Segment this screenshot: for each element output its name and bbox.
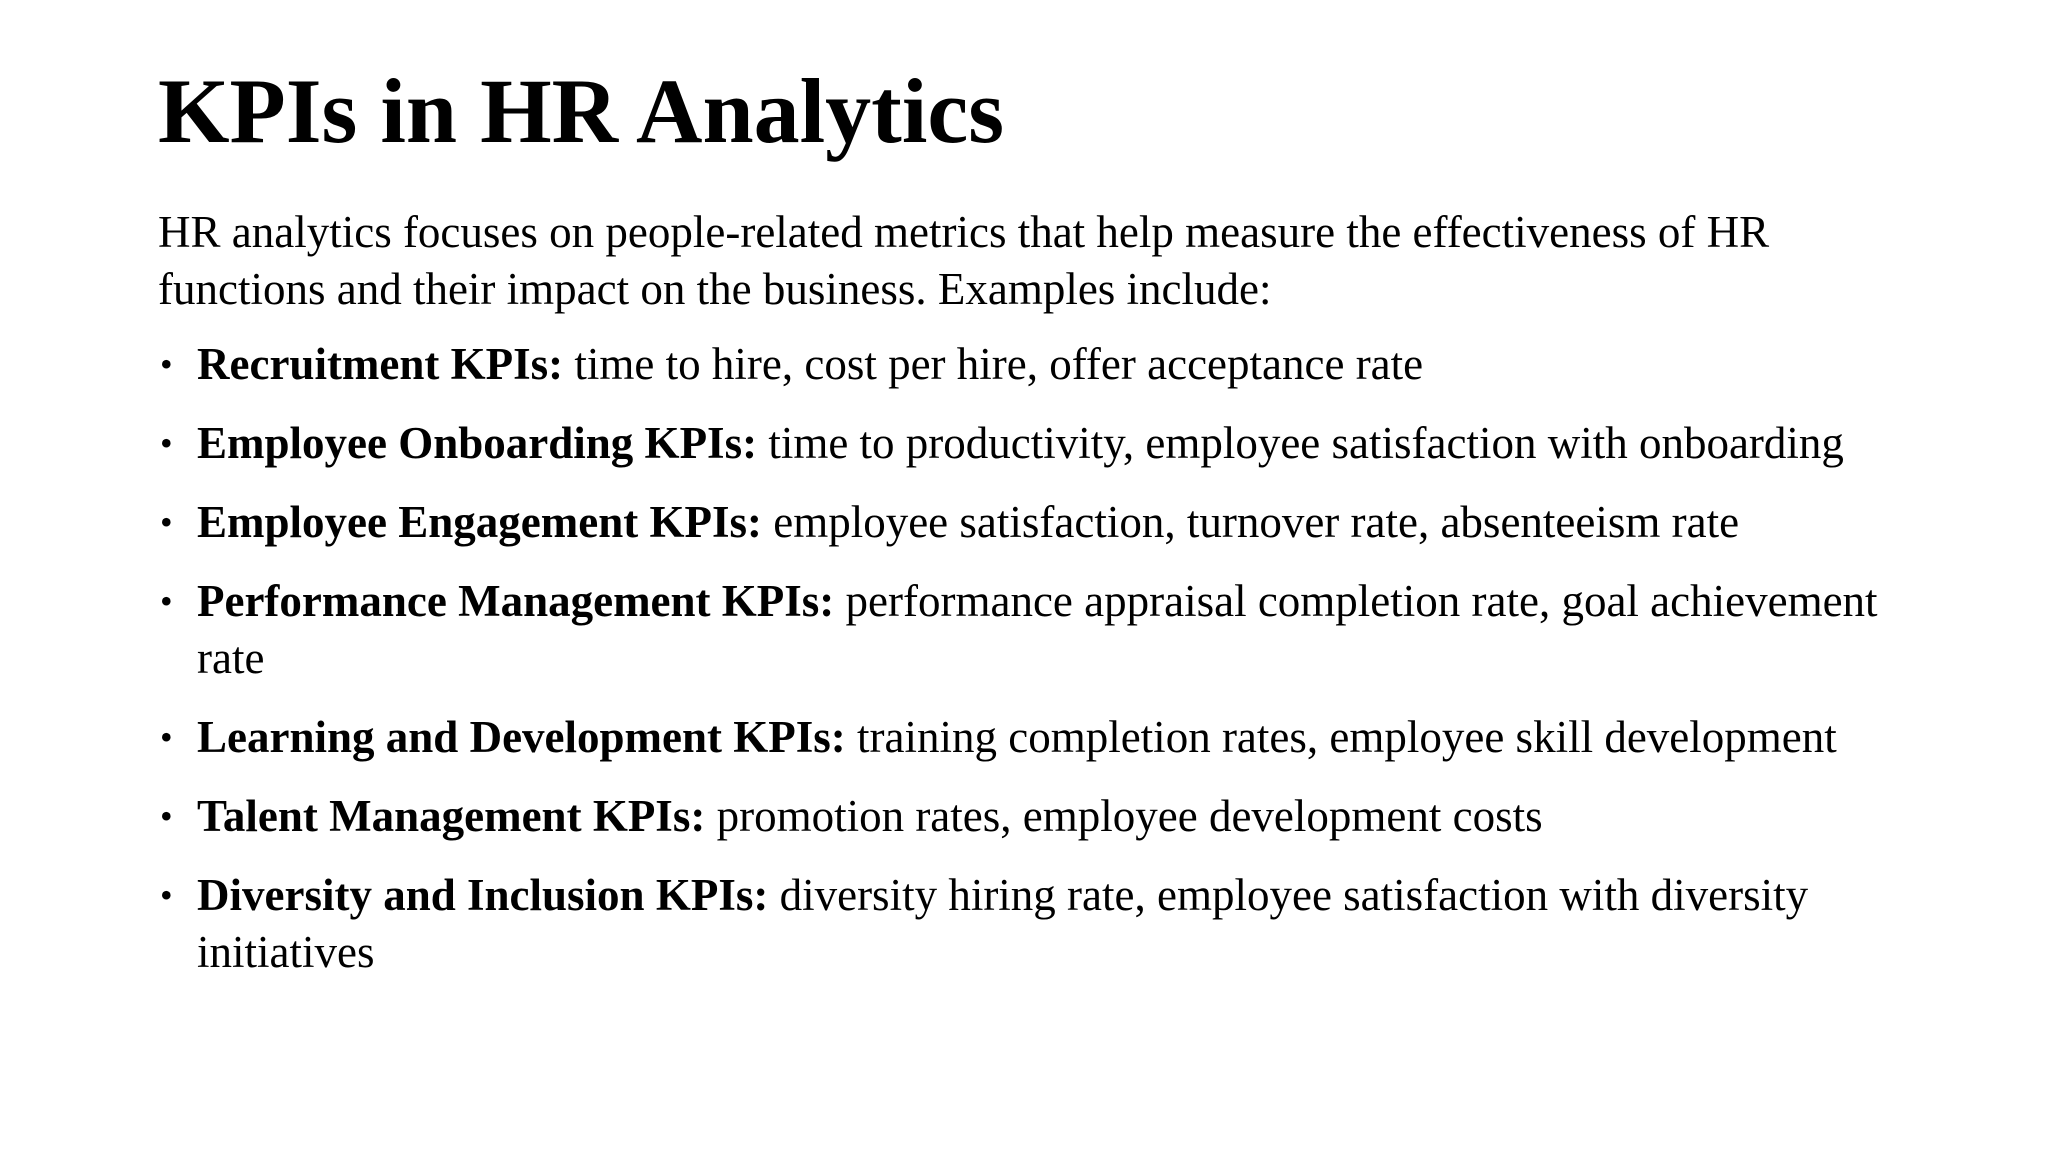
bullet-icon: • bbox=[160, 502, 173, 542]
kpi-description: diversity hiring rate, employee satisfaction with diversity initiatives bbox=[197, 870, 1809, 977]
kpi-label: Employee Onboarding KPIs: bbox=[197, 418, 769, 468]
kpi-label: Recruitment KPIs: bbox=[197, 339, 575, 389]
bullet-icon: • bbox=[160, 423, 173, 463]
bullet-icon: • bbox=[160, 875, 173, 915]
kpi-label: Diversity and Inclusion KPIs: bbox=[197, 870, 780, 920]
kpi-label: Employee Engagement KPIs: bbox=[197, 497, 774, 547]
bullet-icon: • bbox=[160, 581, 173, 621]
intro-paragraph: HR analytics focuses on people-related metrics that help measure the effectiveness of HR functions and their impact on the business. Examples include: bbox=[158, 207, 1770, 314]
kpi-item-onboarding bbox=[158, 415, 1898, 472]
kpi-description: training completion rates, employee skill development bbox=[857, 712, 1837, 762]
kpi-label: Performance Management KPIs: bbox=[197, 576, 846, 626]
kpi-item-talent bbox=[158, 788, 1898, 845]
kpi-item-performance bbox=[158, 573, 1898, 687]
bullet-icon: • bbox=[160, 796, 173, 836]
kpi-description: performance appraisal completion rate, goal achievement rate bbox=[197, 576, 1878, 683]
bullet-icon: • bbox=[160, 344, 173, 384]
kpi-label: Learning and Development KPIs: bbox=[197, 712, 858, 762]
slide-title: KPIs in HR Analytics bbox=[158, 60, 1005, 162]
kpi-label: Talent Management KPIs: bbox=[197, 791, 717, 841]
kpi-item-recruitment bbox=[158, 336, 1898, 393]
kpi-description: promotion rates, employee development costs bbox=[716, 791, 1543, 841]
kpi-description: time to hire, cost per hire, offer acceptance rate bbox=[574, 339, 1424, 389]
kpi-item-engagement bbox=[158, 494, 1898, 551]
bullet-icon: • bbox=[160, 717, 173, 757]
kpi-description: time to productivity, employee satisfaction with onboarding bbox=[768, 418, 1844, 468]
kpi-item-diversity bbox=[158, 867, 1898, 981]
kpi-description: employee satisfaction, turnover rate, absenteeism rate bbox=[773, 497, 1740, 547]
kpi-list bbox=[158, 336, 1898, 981]
kpi-item-learning bbox=[158, 709, 1898, 766]
